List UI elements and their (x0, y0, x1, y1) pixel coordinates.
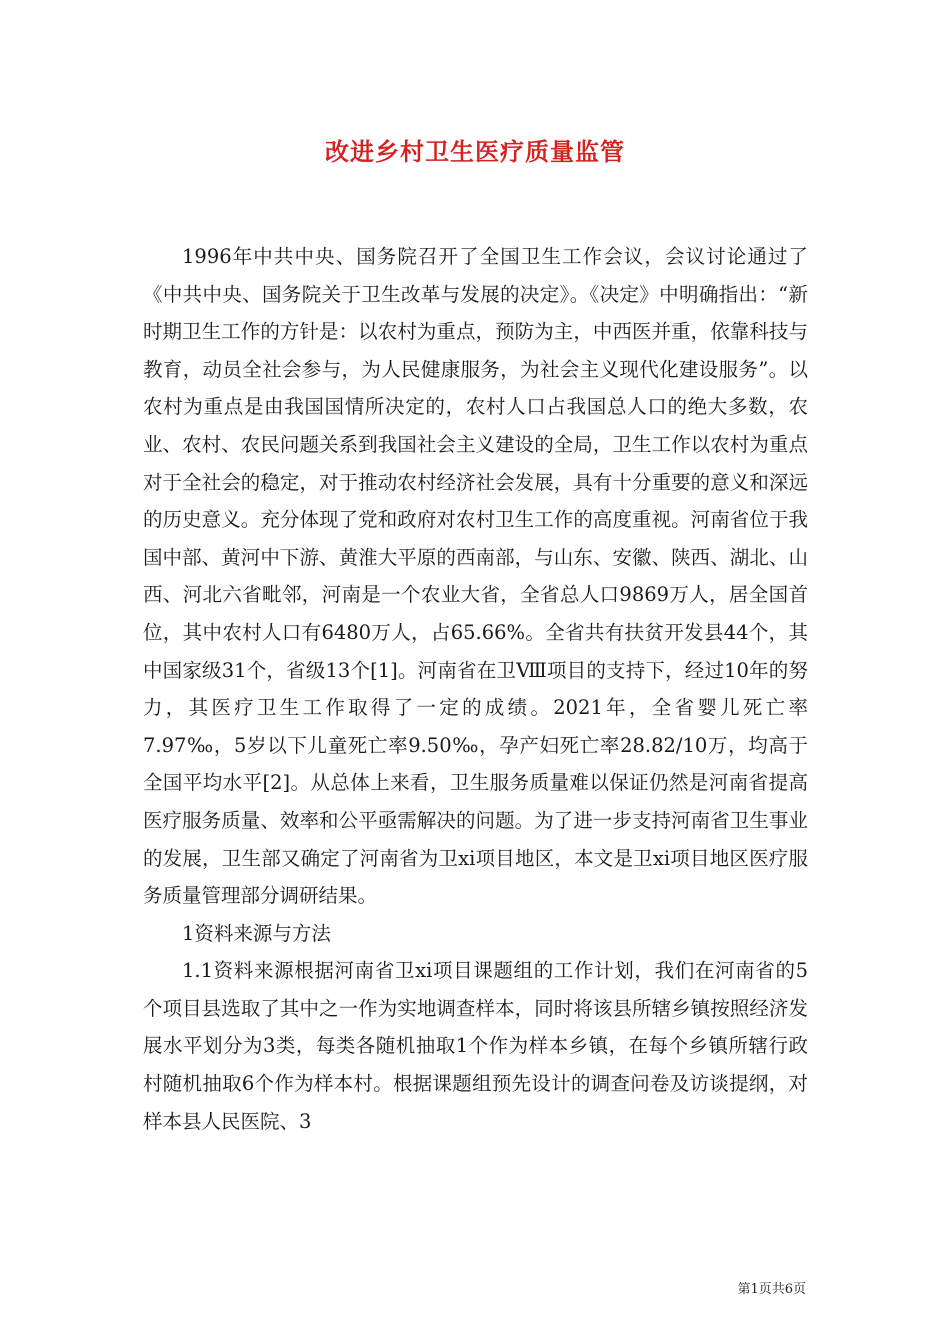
page-number: 第1页共6页 (737, 1282, 806, 1297)
document-body (143, 238, 808, 1140)
section-heading: 1资料来源与方法 (182, 921, 331, 945)
paragraph-intro: 1996年中共中央、国务院召开了全国卫生工作会议，会议讨论通过了《中共中央、国务院关于卫生改革与发展的决定》。《决定》中明确指出：“新时期卫生工作的方针是：以农村为重点，预防为主，中西医并重，依靠科技与教育，动员全社会参与，为人民健康服务，为社会主义现代化建设服务”。以农村为重点是由我国国情所决定的，农村人口占我国总人口的绝大多数，农业、农村、农民问题关系到我国社会主义建设的全局，卫生工作以农村为重点对于全社会的稳定，对于推动农村经济社会发展，具有十分重要的意义和深远的历史意义。充分体现了党和政府对农村卫生工作的高度重视。河南省位于我国中部、黄河中下游、黄淮大平原的西南部，与山东、安徽、陕西、湖北、山西、河北六省毗邻，河南是一个农业大省，全省总人口9869万人，居全国首位，其中农村人口有6480万人，占65.66%。全省共有扶贫开发县44个，其中国家级31个，省级13个[1]。河南省在卫Ⅷ项目的支持下，经过10年的努力，其医疗卫生工作取得了一定的成绩。2021年，全省婴儿死亡率7.97‰，5岁以下儿童死亡率9.50‰，孕产妇死亡率28.82/10万，均高于全国平均水平[2]。从总体上来看，卫生服务质量难以保证仍然是河南省提高医疗服务质量、效率和公平亟需解决的问题。为了进一步支持河南省卫生事业的发展，卫生部又确定了河南省为卫xi项目地区，本文是卫xi项目地区医疗服务质量管理部分调研结果。 (143, 245, 808, 908)
document-title: 改进乡村卫生医疗质量监管 (325, 137, 625, 166)
paragraph-data-source: 1.1资料来源根据河南省卫xi项目课题组的工作计划，我们在河南省的5个项目县选取了其中之一作为实地调查样本，同时将该县所辖乡镇按照经济发展水平划分为3类，每类各随机抽取1个作为样本乡镇，在每个乡镇所辖行政村随机抽取6个作为样本村。根据课题组预先设计的调查问卷及访谈提纲，对样本县人民医院、3 (143, 959, 808, 1133)
